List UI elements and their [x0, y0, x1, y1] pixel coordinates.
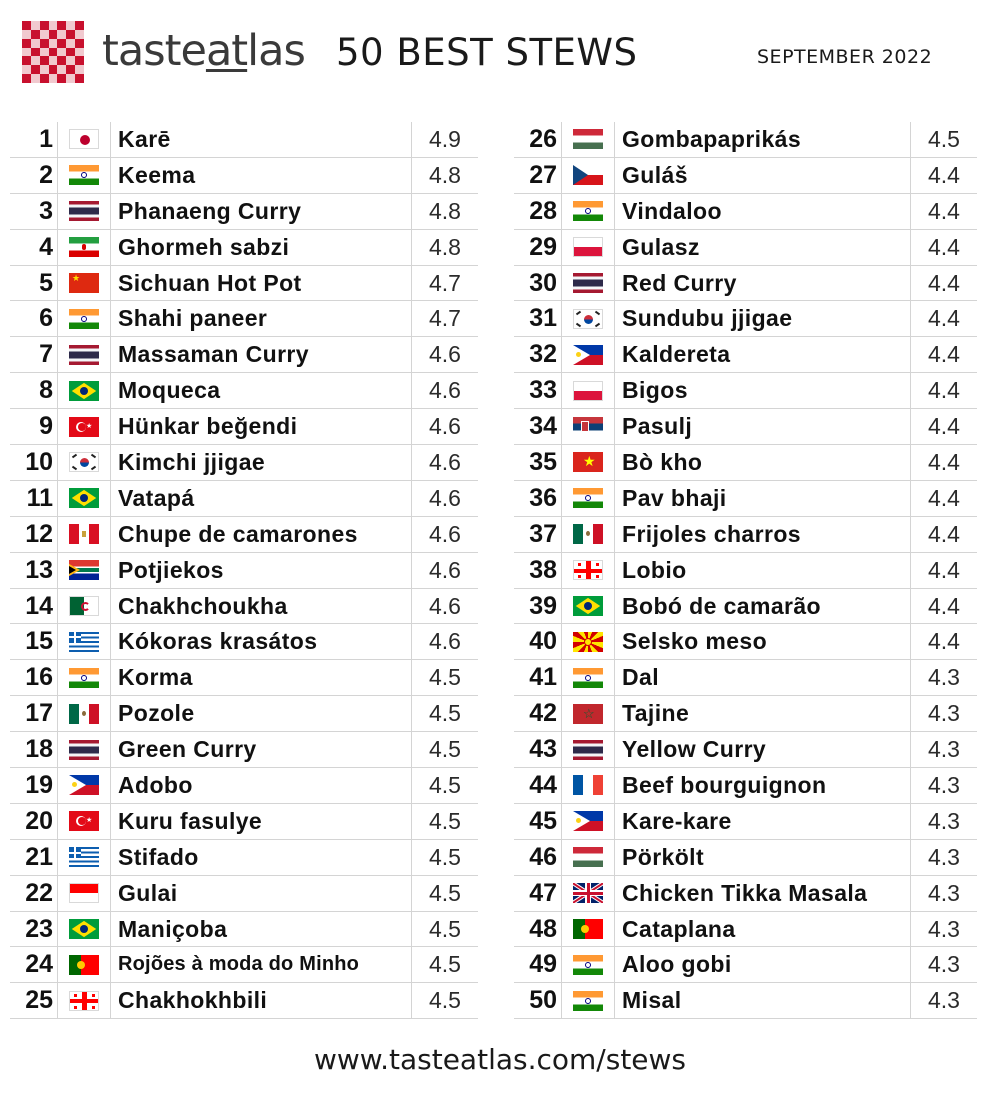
- mexico-flag-icon: [562, 516, 615, 552]
- table-row: [10, 983, 478, 1019]
- rank-number: 10: [10, 445, 58, 481]
- table-row: [10, 337, 478, 373]
- table-row: [514, 265, 977, 301]
- thailand-flag-icon: [58, 337, 111, 373]
- rank-number: 13: [10, 552, 58, 588]
- dish-rating: 4.3: [911, 983, 978, 1019]
- dish-rating: 4.5: [412, 768, 479, 804]
- dish-name: Gulai: [111, 875, 412, 911]
- rank-number: 9: [10, 409, 58, 445]
- rank-number: 6: [10, 301, 58, 337]
- south-korea-flag-icon: [58, 445, 111, 481]
- rank-number: 39: [514, 588, 562, 624]
- thailand-flag-icon: [562, 732, 615, 768]
- table-row: [10, 265, 478, 301]
- dish-name: Yellow Curry: [615, 732, 911, 768]
- table-row: [514, 516, 977, 552]
- india-flag-icon: [58, 660, 111, 696]
- table-row: [10, 911, 478, 947]
- ranking-table-right: [514, 122, 977, 1019]
- dish-rating: 4.5: [412, 875, 479, 911]
- dish-rating: 4.4: [911, 157, 978, 193]
- table-row: [514, 911, 977, 947]
- dish-name: Chupe de camarones: [111, 516, 412, 552]
- rank-number: 23: [10, 911, 58, 947]
- japan-flag-icon: [58, 122, 111, 157]
- dish-rating: 4.5: [412, 947, 479, 983]
- india-flag-icon: [58, 301, 111, 337]
- table-row: [514, 624, 977, 660]
- dish-name: Cataplana: [615, 911, 911, 947]
- dish-name: Kaldereta: [615, 337, 911, 373]
- rank-number: 25: [10, 983, 58, 1019]
- brand-wordmark: tasteatlas: [102, 26, 305, 76]
- table-row: [10, 480, 478, 516]
- table-row: [514, 839, 977, 875]
- dish-name: Vindaloo: [615, 193, 911, 229]
- rank-number: 36: [514, 480, 562, 516]
- dish-name: Korma: [111, 660, 412, 696]
- rank-number: 44: [514, 768, 562, 804]
- dish-name: Adobo: [111, 768, 412, 804]
- dish-rating: 4.4: [911, 229, 978, 265]
- dish-name: Beef bourguignon: [615, 768, 911, 804]
- table-row: [514, 373, 977, 409]
- dish-name: Gulasz: [615, 229, 911, 265]
- south-korea-flag-icon: [562, 301, 615, 337]
- dish-name: Aloo gobi: [615, 947, 911, 983]
- rank-number: 19: [10, 768, 58, 804]
- dish-name: Pasulj: [615, 409, 911, 445]
- dish-rating: 4.6: [412, 409, 479, 445]
- dish-name: Chakhchoukha: [111, 588, 412, 624]
- rank-number: 28: [514, 193, 562, 229]
- dish-rating: 4.4: [911, 265, 978, 301]
- dish-rating: 4.6: [412, 373, 479, 409]
- dish-name: Maniçoba: [111, 911, 412, 947]
- rank-number: 43: [514, 732, 562, 768]
- hungary-flag-icon: [562, 839, 615, 875]
- rank-number: 27: [514, 157, 562, 193]
- table-row: [10, 193, 478, 229]
- india-flag-icon: [562, 983, 615, 1019]
- tasteatlas-logo-icon: [22, 21, 84, 83]
- dish-rating: 4.3: [911, 660, 978, 696]
- dish-name: Potjiekos: [111, 552, 412, 588]
- rank-number: 45: [514, 803, 562, 839]
- rank-number: 2: [10, 157, 58, 193]
- page-title: 50 BEST STEWS: [336, 31, 638, 74]
- hungary-flag-icon: [562, 122, 615, 157]
- dish-rating: 4.4: [911, 552, 978, 588]
- dish-rating: 4.9: [412, 122, 479, 157]
- table-row: [514, 122, 977, 157]
- table-row: [10, 875, 478, 911]
- thailand-flag-icon: [58, 732, 111, 768]
- dish-name: Bigos: [615, 373, 911, 409]
- dish-name: Kimchi jjigae: [111, 445, 412, 481]
- india-flag-icon: [562, 947, 615, 983]
- dish-name: Tajine: [615, 696, 911, 732]
- dish-rating: 4.6: [412, 337, 479, 373]
- rank-number: 33: [514, 373, 562, 409]
- table-row: [514, 229, 977, 265]
- indonesia-flag-icon: [58, 875, 111, 911]
- dish-name: Vatapá: [111, 480, 412, 516]
- rank-number: 46: [514, 839, 562, 875]
- table-row: [514, 768, 977, 804]
- table-row: [10, 552, 478, 588]
- portugal-flag-icon: [562, 911, 615, 947]
- table-row: [10, 373, 478, 409]
- rank-number: 4: [10, 229, 58, 265]
- dish-name: Misal: [615, 983, 911, 1019]
- rank-number: 24: [10, 947, 58, 983]
- dish-rating: 4.3: [911, 911, 978, 947]
- mexico-flag-icon: [58, 696, 111, 732]
- dish-name: Phanaeng Curry: [111, 193, 412, 229]
- dish-name: Sundubu jjigae: [615, 301, 911, 337]
- rank-number: 16: [10, 660, 58, 696]
- table-row: [514, 803, 977, 839]
- table-row: [514, 588, 977, 624]
- dish-rating: 4.4: [911, 409, 978, 445]
- table-row: [10, 660, 478, 696]
- dish-rating: 4.8: [412, 193, 479, 229]
- turkey-flag-icon: ★: [58, 803, 111, 839]
- poland-flag-icon: [562, 229, 615, 265]
- serbia-flag-icon: [562, 409, 615, 445]
- south-africa-flag-icon: [58, 552, 111, 588]
- dish-name: Green Curry: [111, 732, 412, 768]
- dish-rating: 4.5: [412, 732, 479, 768]
- turkey-flag-icon: ★: [58, 409, 111, 445]
- footer-url: www.tasteatlas.com/stews: [313, 1043, 687, 1076]
- rank-number: 37: [514, 516, 562, 552]
- rank-number: 30: [514, 265, 562, 301]
- ranking-table-left: [10, 122, 478, 1019]
- china-flag-icon: ★: [58, 265, 111, 301]
- philippines-flag-icon: [562, 803, 615, 839]
- dish-name: Red Curry: [615, 265, 911, 301]
- algeria-flag-icon: [58, 588, 111, 624]
- dish-name: Bobó de camarão: [615, 588, 911, 624]
- table-row: [10, 732, 478, 768]
- rank-number: 48: [514, 911, 562, 947]
- table-row: [514, 337, 977, 373]
- dish-rating: 4.3: [911, 732, 978, 768]
- rank-number: 31: [514, 301, 562, 337]
- table-row: [10, 947, 478, 983]
- dish-name: Dal: [615, 660, 911, 696]
- dish-name: Rojões à moda do Minho: [111, 947, 412, 983]
- table-row: [514, 193, 977, 229]
- table-row: [10, 229, 478, 265]
- table-row: [10, 696, 478, 732]
- dish-rating: 4.7: [412, 265, 479, 301]
- dish-rating: 4.4: [911, 445, 978, 481]
- rank-number: 26: [514, 122, 562, 157]
- dish-rating: 4.6: [412, 480, 479, 516]
- dish-name: Ghormeh sabzi: [111, 229, 412, 265]
- brazil-flag-icon: [58, 373, 111, 409]
- rank-number: 38: [514, 552, 562, 588]
- rank-number: 8: [10, 373, 58, 409]
- dish-rating: 4.4: [911, 624, 978, 660]
- dish-name: Keema: [111, 157, 412, 193]
- dish-rating: 4.4: [911, 516, 978, 552]
- dish-name: Pav bhaji: [615, 480, 911, 516]
- dish-name: Chakhokhbili: [111, 983, 412, 1019]
- dish-rating: 4.3: [911, 768, 978, 804]
- czechia-flag-icon: [562, 157, 615, 193]
- dish-name: Pozole: [111, 696, 412, 732]
- greece-flag-icon: [58, 839, 111, 875]
- table-row: [514, 157, 977, 193]
- dish-name: Shahi paneer: [111, 301, 412, 337]
- india-flag-icon: [562, 480, 615, 516]
- table-row: [514, 732, 977, 768]
- rank-number: 29: [514, 229, 562, 265]
- thailand-flag-icon: [562, 265, 615, 301]
- dish-name: Frijoles charros: [615, 516, 911, 552]
- table-row: [514, 875, 977, 911]
- dish-rating: 4.8: [412, 229, 479, 265]
- dish-rating: 4.3: [911, 947, 978, 983]
- table-row: [10, 803, 478, 839]
- united-kingdom-flag-icon: [562, 875, 615, 911]
- dish-rating: 4.4: [911, 588, 978, 624]
- dish-rating: 4.4: [911, 193, 978, 229]
- dish-name: Stifado: [111, 839, 412, 875]
- brazil-flag-icon: [58, 480, 111, 516]
- table-row: [10, 157, 478, 193]
- dish-rating: 4.5: [412, 803, 479, 839]
- peru-flag-icon: [58, 516, 111, 552]
- dish-rating: 4.4: [911, 373, 978, 409]
- rank-number: 42: [514, 696, 562, 732]
- philippines-flag-icon: [562, 337, 615, 373]
- date-label: SEPTEMBER 2022: [757, 46, 933, 68]
- rank-number: 40: [514, 624, 562, 660]
- table-row: [10, 588, 478, 624]
- morocco-flag-icon: ☆: [562, 696, 615, 732]
- rank-number: 18: [10, 732, 58, 768]
- table-row: [514, 660, 977, 696]
- table-row: [10, 122, 478, 157]
- poland-flag-icon: [562, 373, 615, 409]
- dish-name: Pörkölt: [615, 839, 911, 875]
- rank-number: 7: [10, 337, 58, 373]
- rank-number: 1: [10, 122, 58, 157]
- rank-number: 17: [10, 696, 58, 732]
- philippines-flag-icon: [58, 768, 111, 804]
- dish-rating: 4.5: [911, 122, 978, 157]
- dish-name: Sichuan Hot Pot: [111, 265, 412, 301]
- table-row: [514, 445, 977, 481]
- greece-flag-icon: [58, 624, 111, 660]
- dish-rating: 4.3: [911, 839, 978, 875]
- dish-rating: 4.6: [412, 445, 479, 481]
- table-row: [514, 552, 977, 588]
- table-row: [10, 516, 478, 552]
- dish-rating: 4.4: [911, 480, 978, 516]
- vietnam-flag-icon: ★: [562, 445, 615, 481]
- dish-rating: 4.5: [412, 911, 479, 947]
- table-row: [514, 301, 977, 337]
- north-macedonia-flag-icon: [562, 624, 615, 660]
- dish-rating: 4.7: [412, 301, 479, 337]
- table-row: [10, 768, 478, 804]
- georgia-flag-icon: [562, 552, 615, 588]
- dish-name: Moqueca: [111, 373, 412, 409]
- brazil-flag-icon: [58, 911, 111, 947]
- dish-name: Guláš: [615, 157, 911, 193]
- table-row: [514, 480, 977, 516]
- dish-name: Kuru fasulye: [111, 803, 412, 839]
- dish-rating: 4.8: [412, 157, 479, 193]
- iran-flag-icon: [58, 229, 111, 265]
- thailand-flag-icon: [58, 193, 111, 229]
- dish-name: Selsko meso: [615, 624, 911, 660]
- dish-name: Massaman Curry: [111, 337, 412, 373]
- dish-name: Bò kho: [615, 445, 911, 481]
- rank-number: 35: [514, 445, 562, 481]
- dish-rating: 4.5: [412, 660, 479, 696]
- dish-rating: 4.3: [911, 803, 978, 839]
- brazil-flag-icon: [562, 588, 615, 624]
- table-row: [10, 445, 478, 481]
- india-flag-icon: [562, 193, 615, 229]
- portugal-flag-icon: [58, 947, 111, 983]
- table-row: [514, 983, 977, 1019]
- rank-number: 5: [10, 265, 58, 301]
- dish-rating: 4.6: [412, 516, 479, 552]
- rank-number: 22: [10, 875, 58, 911]
- table-row: [10, 301, 478, 337]
- dish-rating: 4.5: [412, 696, 479, 732]
- table-row: [10, 409, 478, 445]
- rank-number: 32: [514, 337, 562, 373]
- dish-name: Chicken Tikka Masala: [615, 875, 911, 911]
- dish-name: Gombapaprikás: [615, 122, 911, 157]
- dish-rating: 4.6: [412, 552, 479, 588]
- table-row: [10, 624, 478, 660]
- rank-number: 34: [514, 409, 562, 445]
- table-row: [514, 696, 977, 732]
- dish-rating: 4.6: [412, 624, 479, 660]
- dish-rating: 4.3: [911, 875, 978, 911]
- rank-number: 49: [514, 947, 562, 983]
- table-row: [514, 409, 977, 445]
- dish-rating: 4.5: [412, 839, 479, 875]
- india-flag-icon: [562, 660, 615, 696]
- rank-number: 14: [10, 588, 58, 624]
- rank-number: 21: [10, 839, 58, 875]
- rank-number: 11: [10, 480, 58, 516]
- dish-name: Kókoras krasátos: [111, 624, 412, 660]
- dish-rating: 4.3: [911, 696, 978, 732]
- rank-number: 15: [10, 624, 58, 660]
- rank-number: 12: [10, 516, 58, 552]
- india-flag-icon: [58, 157, 111, 193]
- rank-number: 3: [10, 193, 58, 229]
- table-row: [10, 839, 478, 875]
- dish-rating: 4.4: [911, 337, 978, 373]
- dish-name: Karē: [111, 122, 412, 157]
- rank-number: 47: [514, 875, 562, 911]
- rank-number: 41: [514, 660, 562, 696]
- dish-rating: 4.4: [911, 301, 978, 337]
- georgia-flag-icon: [58, 983, 111, 1019]
- dish-name: Hünkar beğendi: [111, 409, 412, 445]
- dish-rating: 4.5: [412, 983, 479, 1019]
- dish-name: Kare-kare: [615, 803, 911, 839]
- france-flag-icon: [562, 768, 615, 804]
- rank-number: 50: [514, 983, 562, 1019]
- rank-number: 20: [10, 803, 58, 839]
- dish-rating: 4.6: [412, 588, 479, 624]
- dish-name: Lobio: [615, 552, 911, 588]
- table-row: [514, 947, 977, 983]
